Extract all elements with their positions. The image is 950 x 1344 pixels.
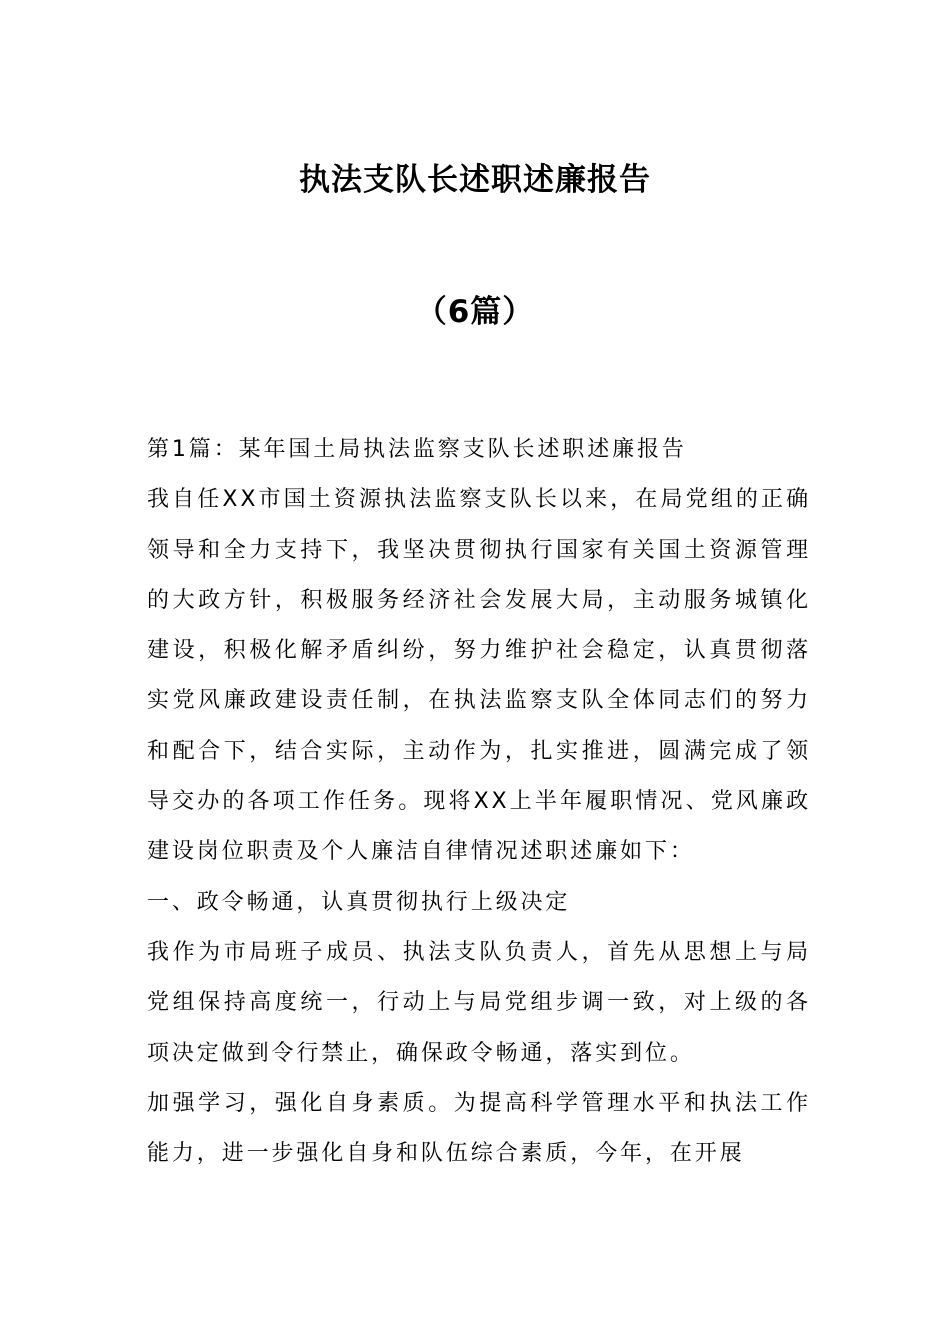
document-body [147, 425, 811, 1179]
section-heading: 一、政令畅通，认真贯彻执行上级决定 [147, 889, 571, 915]
paragraph: 我自任XX市国土资源执法监察支队长以来，在局党组的正确领导和全力支持下，我坚决贯彻执行国家有关国土资源管理的大政方针，积极服务经济社会发展大局，主动服务城镇化建设，积极化解矛盾纠纷，努力维护社会稳定，认真贯彻落实党风廉政建设责任制，在执法监察支队全体同志们的努力和配合下，结合实际，主动作为，扎实推进，圆满完成了领导交办的各项工作任务。现将XX上半年履职情况、党风廉政建设岗位职责及个人廉洁自律情况述职述廉如下： [147, 487, 811, 865]
paragraph: 加强学习，强化自身素质。为提高科学管理水平和执法工作能力，进一步强化自身和队伍综合素质，今年，在开展 [147, 1090, 811, 1167]
paragraph: 我作为市局班子成员、执法支队负责人，首先从思想上与局党组保持高度统一，行动上与局党组步调一致，对上级的各项决定做到令行禁止，确保政令畅通，落实到位。 [147, 939, 811, 1066]
section-heading: 第1篇：某年国土局执法监察支队长述职述廉报告 [147, 437, 687, 462]
document-subtitle: （6篇） [415, 294, 535, 330]
document-title: 执法支队长述职述廉报告 [299, 162, 651, 198]
